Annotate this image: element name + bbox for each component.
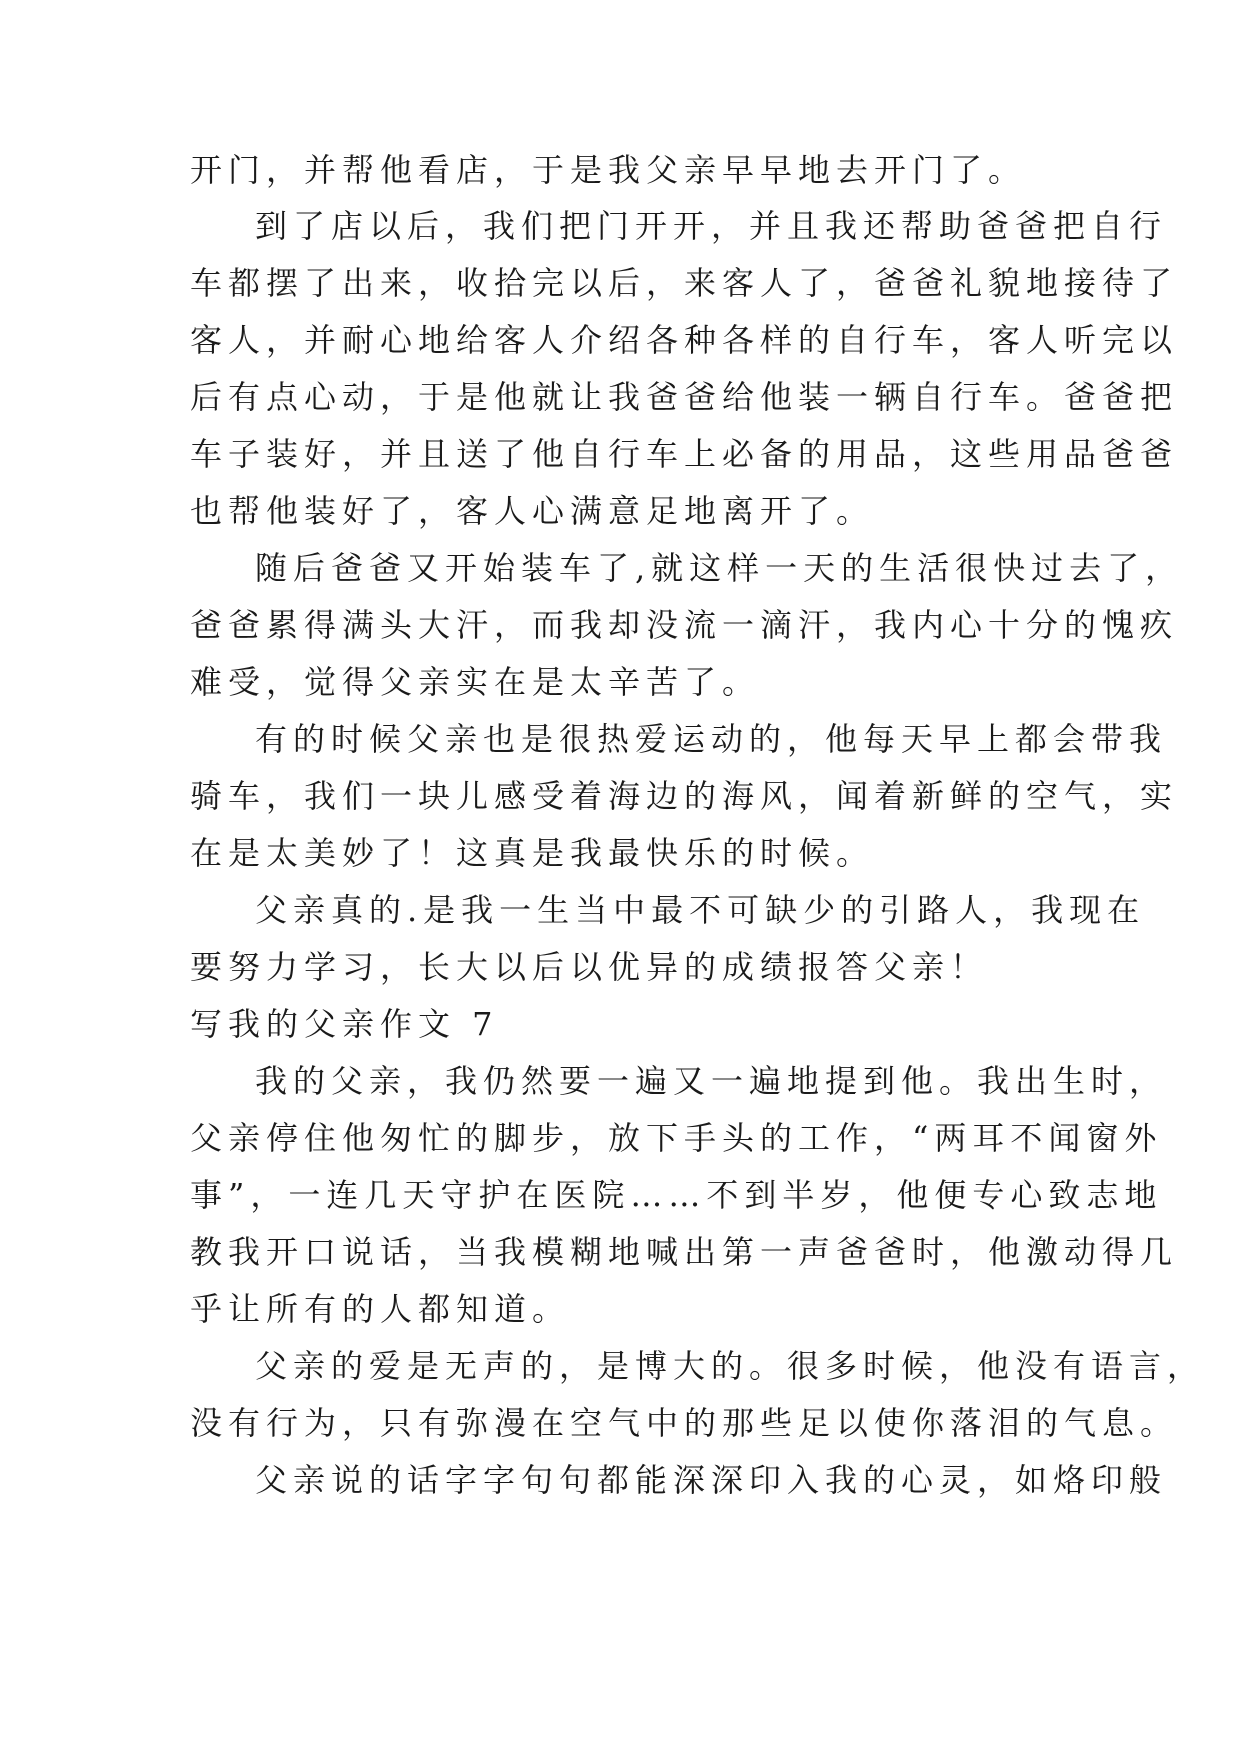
text-line: 也帮他装好了，客人心满意足地离开了。	[190, 492, 875, 530]
paragraph-start-line: 随后爸爸又开始装车了,就这样一天的生活很快过去了，	[255, 549, 1184, 587]
text-line: 后有点心动，于是他就让我爸爸给他装一辆自行车。爸爸把	[190, 378, 1179, 416]
paragraph-start-line: 父亲的爱是无声的，是博大的。很多时候，他没有语言，	[255, 1347, 1206, 1385]
paragraph-start-line: 有的时候父亲也是很热爱运动的，他每天早上都会带我	[255, 720, 1168, 758]
text-line: 骑车，我们一块儿感受着海边的海风，闻着新鲜的空气，实	[190, 777, 1179, 815]
text-line: 开门，并帮他看店，于是我父亲早早地去开门了。	[190, 151, 1027, 189]
text-line: 客人，并耐心地给客人介绍各种各样的自行车，客人听完以	[190, 321, 1179, 359]
text-line: 在是太美妙了！这真是我最快乐的时候。	[190, 834, 875, 872]
text-line: 教我开口说话，当我模糊地喊出第一声爸爸时，他激动得几	[190, 1233, 1179, 1271]
text-line: 车子装好，并且送了他自行车上必备的用品，这些用品爸爸	[190, 435, 1179, 473]
section-heading: 写我的父亲作文 7	[190, 1005, 499, 1043]
text-line: 要努力学习，长大以后以优异的成绩报答父亲！	[190, 948, 989, 986]
text-line: 车都摆了出来，收拾完以后，来客人了，爸爸礼貌地接待了	[190, 264, 1179, 302]
text-line: 没有行为，只有弥漫在空气中的那些足以使你落泪的气息。	[190, 1404, 1179, 1442]
text-line: 父亲停住他匆忙的脚步，放下手头的工作，“两耳不闻窗外	[190, 1119, 1163, 1157]
text-line: 事”，一连几天守护在医院……不到半岁，他便专心致志地	[190, 1176, 1163, 1214]
text-line: 乎让所有的人都知道。	[190, 1290, 571, 1328]
paragraph-start-line: 到了店以后，我们把门开开，并且我还帮助爸爸把自行	[255, 207, 1168, 245]
paragraph-start-line: 我的父亲，我仍然要一遍又一遍地提到他。我出生时，	[255, 1062, 1168, 1100]
text-line: 爸爸累得满头大汗，而我却没流一滴汗，我内心十分的愧疚	[190, 606, 1179, 644]
text-line: 难受，觉得父亲实在是太辛苦了。	[190, 663, 761, 701]
paragraph-start-line: 父亲说的话字字句句都能深深印入我的心灵，如烙印般	[255, 1461, 1168, 1499]
paragraph-start-line: 父亲真的.是我一生当中最不可缺少的引路人，我现在	[255, 891, 1146, 929]
